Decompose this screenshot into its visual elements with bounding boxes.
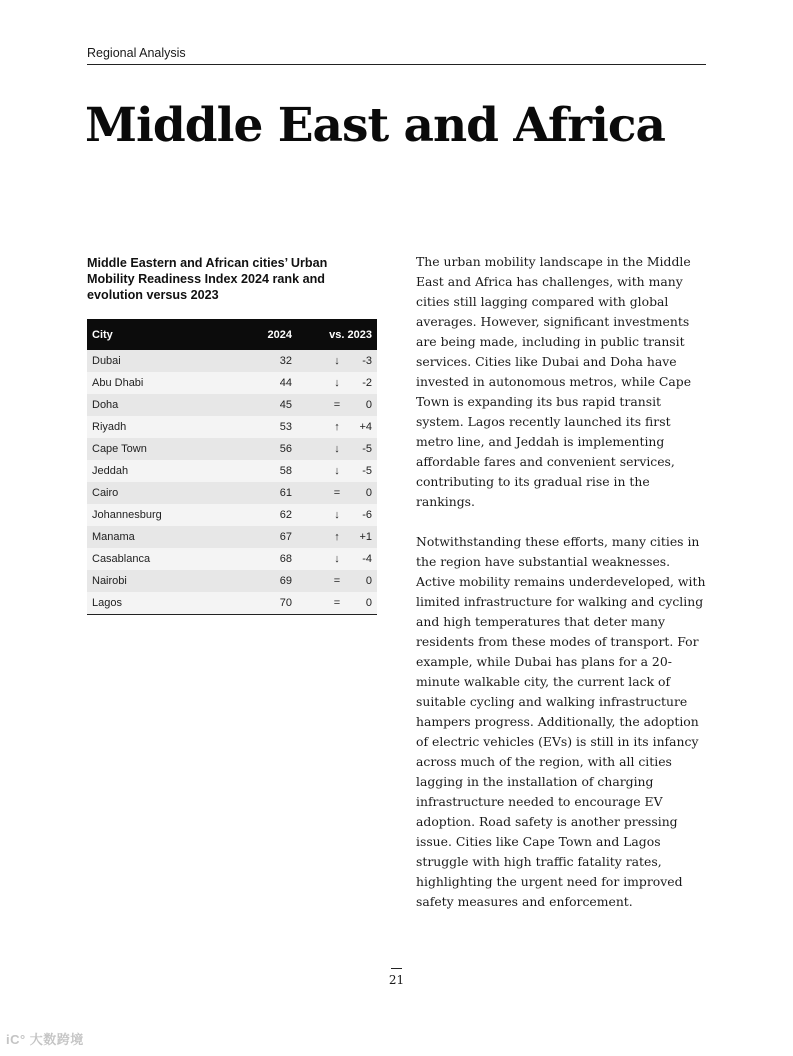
- city-cell: Nairobi: [87, 570, 237, 592]
- table-row: [87, 592, 377, 615]
- city-cell: Casablanca: [87, 548, 237, 570]
- page-number: 21: [388, 973, 405, 987]
- change-vs-2023-cell: [297, 592, 377, 615]
- table-row: [87, 416, 377, 438]
- article-body: [416, 252, 708, 932]
- table-caption: Middle Eastern and African cities’ Urban Mobility Readiness Index 2024 rank and evolution versus 2023: [87, 256, 328, 302]
- city-cell: Cape Town: [87, 438, 237, 460]
- city-cell: Riyadh: [87, 416, 237, 438]
- rank-2024-cell: 61: [237, 482, 297, 504]
- table-row: [87, 460, 377, 482]
- table-row: [87, 372, 377, 394]
- arrow-down-icon: ↓: [334, 355, 340, 367]
- change-vs-2023-cell: [297, 460, 377, 482]
- rank-2024-cell: 67: [237, 526, 297, 548]
- city-cell: Jeddah: [87, 460, 237, 482]
- table-row: [87, 526, 377, 548]
- table-row: [87, 504, 377, 526]
- page-footer: [0, 968, 793, 987]
- table-row: [87, 548, 377, 570]
- arrow-up-icon: ↑: [334, 531, 340, 543]
- table-row: [87, 570, 377, 592]
- change-value: +1: [359, 531, 372, 543]
- change-value: 0: [365, 399, 372, 411]
- arrow-down-icon: ↓: [334, 553, 340, 565]
- rank-2024-cell: 62: [237, 504, 297, 526]
- change-vs-2023-cell: [297, 438, 377, 460]
- change-value: 0: [365, 575, 372, 587]
- arrow-down-icon: ↓: [334, 443, 340, 455]
- city-cell: Doha: [87, 394, 237, 416]
- rank-2024-cell: 45: [237, 394, 297, 416]
- rank-2024-cell: 53: [237, 416, 297, 438]
- header-rule: [87, 64, 706, 65]
- equals-icon: =: [333, 575, 341, 587]
- table-row: [87, 394, 377, 416]
- rank-2024-cell: 58: [237, 460, 297, 482]
- body-paragraph: Notwithstanding these efforts, many cities in the region have substantial weaknesses. Active mobility remains underdeveloped, with limited infrastructure for walking and cycling and high temperatures that deter many residents from these modes of transport. For example, while Dubai has plans for a 20-minute walkable city, the current lack of suitable cycling and walking infrastructure hampers progress. Additionally, the adoption of electric vehicles (EVs) is still in its infancy across much of the region, with all cities lagging in the installation of charging infrastructure needed to encourage EV adoption. Road safety is another pressing issue. Cities like Cape Town and Lagos struggle with high traffic fatality rates, highlighting the urgent need for improved safety measures and enforcement.: [416, 534, 706, 909]
- page-number-rule: [391, 968, 402, 969]
- rank-2024-cell: 70: [237, 592, 297, 615]
- table-row: [87, 482, 377, 504]
- watermark: iC° 大数跨境: [6, 1032, 84, 1047]
- column-header-vs-2023: vs. 2023: [297, 319, 377, 350]
- body-paragraph: The urban mobility landscape in the Middle East and Africa has challenges, with many cities still lagging compared with global averages. However, significant investments are being made, including in public transit services. Cities like Dubai and Doha have invested in autonomous metros, while Cape Town is expanding its bus rapid transit system. Lagos recently launched its first metro line, and Jeddah is implementing affordable fares and convenient services, contributing to its gradual rise in the rankings.: [416, 254, 692, 509]
- rank-2024-cell: 44: [237, 372, 297, 394]
- change-value: 0: [365, 487, 372, 499]
- city-cell: Lagos: [87, 592, 237, 615]
- page-title: Middle East and Africa: [85, 98, 665, 153]
- arrow-down-icon: ↓: [334, 509, 340, 521]
- rank-2024-cell: 56: [237, 438, 297, 460]
- change-value: -5: [362, 465, 372, 477]
- city-cell: Johannesburg: [87, 504, 237, 526]
- rank-2024-cell: 32: [237, 350, 297, 372]
- rank-2024-cell: 69: [237, 570, 297, 592]
- change-vs-2023-cell: [297, 416, 377, 438]
- change-value: -6: [362, 509, 372, 521]
- city-cell: Dubai: [87, 350, 237, 372]
- arrow-up-icon: ↑: [334, 421, 340, 433]
- change-value: +4: [359, 421, 372, 433]
- change-vs-2023-cell: [297, 526, 377, 548]
- equals-icon: =: [333, 399, 341, 411]
- equals-icon: =: [333, 487, 341, 499]
- change-value: 0: [365, 597, 372, 609]
- change-vs-2023-cell: [297, 394, 377, 416]
- rank-2024-cell: 68: [237, 548, 297, 570]
- change-vs-2023-cell: [297, 504, 377, 526]
- section-label: Regional Analysis: [87, 46, 186, 60]
- arrow-down-icon: ↓: [334, 465, 340, 477]
- change-value: -2: [362, 377, 372, 389]
- table-body: [87, 350, 377, 615]
- change-vs-2023-cell: [297, 548, 377, 570]
- column-header-city: City: [87, 319, 237, 350]
- change-vs-2023-cell: [297, 482, 377, 504]
- change-value: -5: [362, 443, 372, 455]
- table-row: [87, 350, 377, 372]
- change-vs-2023-cell: [297, 372, 377, 394]
- table-header-row: [87, 319, 377, 350]
- city-cell: Abu Dhabi: [87, 372, 237, 394]
- city-cell: Cairo: [87, 482, 237, 504]
- ranking-table: [87, 319, 377, 615]
- city-cell: Manama: [87, 526, 237, 548]
- change-vs-2023-cell: [297, 570, 377, 592]
- column-header-2024: 2024: [237, 319, 297, 350]
- change-value: -4: [362, 553, 372, 565]
- arrow-down-icon: ↓: [334, 377, 340, 389]
- change-value: -3: [362, 355, 372, 367]
- change-vs-2023-cell: [297, 350, 377, 372]
- table-row: [87, 438, 377, 460]
- equals-icon: =: [333, 597, 341, 609]
